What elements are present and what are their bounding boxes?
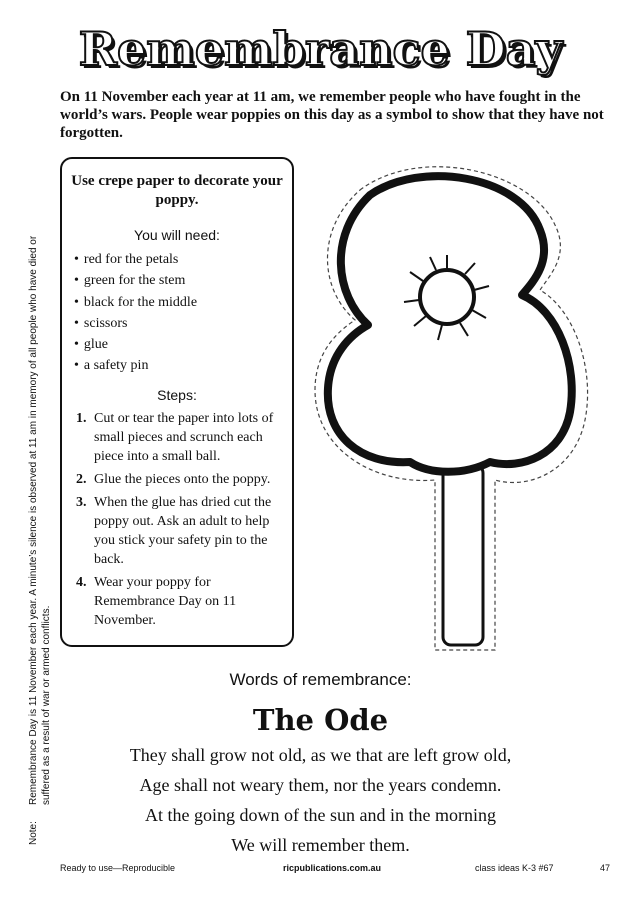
- ode-line: Age shall not weary them, nor the years condemn.: [139, 775, 502, 795]
- instructions-heading: Use crepe paper to decorate your poppy.: [71, 173, 283, 208]
- intro-paragraph: On 11 November each year at 11 am, we remember people who have fought in the world’s wars. People wear poppies on this day as a symbol to show that they have not forgotten.: [60, 89, 604, 141]
- step-item: [76, 409, 281, 466]
- step-text: Wear your poppy for Remembrance Day on 11 November.: [94, 575, 237, 628]
- side-note-text: Remembrance Day is 11 November each year. A minute’s silence is observed at 11 am in memory of all people who have died or suffered as a result of war or armed conflicts.: [28, 235, 52, 805]
- step-text: Glue the pieces onto the poppy.: [94, 472, 271, 487]
- need-heading: You will need:: [134, 227, 220, 243]
- ode-line: We will remember them.: [231, 835, 410, 855]
- step-item: [76, 493, 281, 569]
- page-number: 47: [600, 863, 611, 873]
- ode-title: The Ode: [252, 703, 389, 737]
- step-item: [76, 470, 281, 489]
- ode-line: At the going down of the sun and in the morning: [145, 805, 496, 825]
- step-text: When the glue has dried cut the poppy out. Ask an adult to help you stick your safety pin to the back.: [94, 495, 272, 567]
- list-item: • black for the middle: [74, 292, 197, 313]
- list-item: • a safety pin: [74, 355, 197, 376]
- materials-list: [74, 249, 197, 377]
- page-title: Remembrance Day: [78, 22, 563, 76]
- step-number: 2.: [76, 472, 87, 487]
- footer-series: class ideas K-3 #67: [475, 863, 554, 873]
- step-number: 3.: [76, 495, 87, 510]
- steps-list: [76, 409, 281, 634]
- footer-left: Ready to use—Reproducible: [60, 863, 176, 873]
- step-number: 1.: [76, 411, 87, 426]
- side-note-label: Note:: [28, 821, 39, 845]
- list-item: • red for the petals: [74, 249, 197, 270]
- step-number: 4.: [76, 575, 87, 590]
- step-item: [76, 573, 281, 630]
- steps-heading: Steps:: [157, 387, 197, 403]
- step-text: Cut or tear the paper into lots of small pieces and scrunch each piece into a small ball.: [94, 411, 274, 464]
- list-item: • glue: [74, 334, 197, 355]
- poppy-template: [300, 150, 600, 660]
- poppy-stem: [443, 465, 483, 645]
- footer-website: ricpublications.com.au: [283, 863, 382, 873]
- words-heading: Words of remembrance:: [229, 670, 412, 689]
- ode-line: They shall grow not old, as we that are left grow old,: [129, 745, 512, 765]
- list-item: • green for the stem: [74, 270, 197, 291]
- instructions-box: [60, 157, 294, 647]
- list-item: • scissors: [74, 313, 197, 334]
